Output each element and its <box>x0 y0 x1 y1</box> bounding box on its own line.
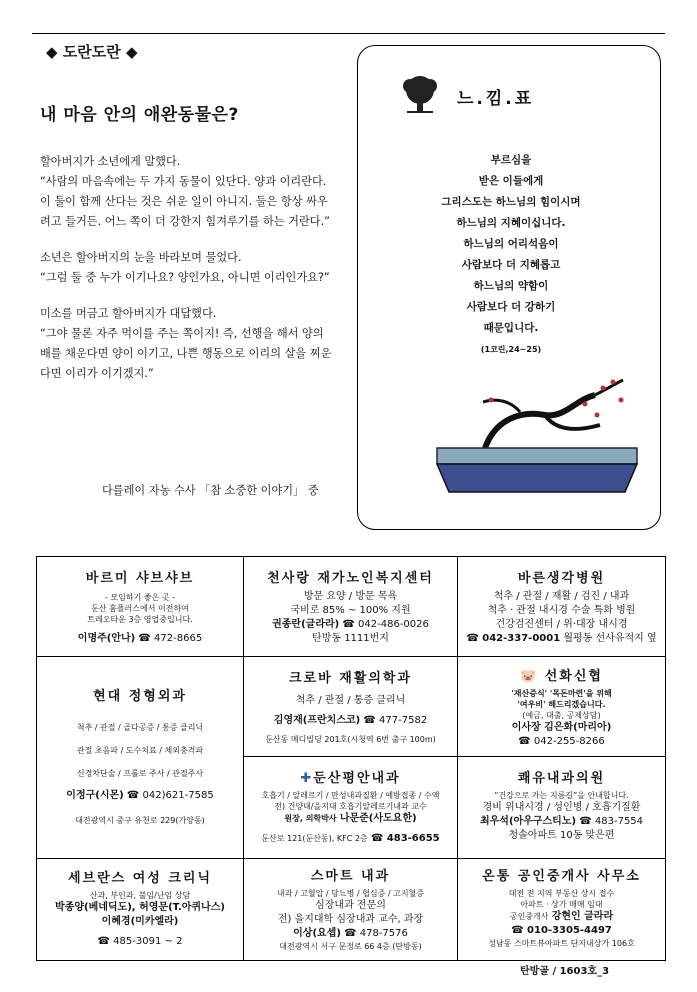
ad-name: 쾌유내과의원 <box>517 771 606 786</box>
ad-owner: 이혜경(미카엘라) <box>101 916 179 927</box>
ad-phone: ☎ 483-7554 <box>579 816 644 827</box>
article-paragraph: 소년은 할아버지의 눈을 바라보며 물었다. “그럼 둘 중 누가 이기나요? 양인가요, 아니면 이리인가요?” <box>40 251 330 284</box>
ad-line: 국비로 85% ~ 100% 지원 <box>290 605 411 616</box>
article-source: 다를레이 자농 수사 「참 소중한 이야기」 중 <box>102 484 319 497</box>
ad-line: 경비 위내시경 / 성인병 / 호흡기질환 <box>482 802 641 813</box>
poem-line: 사람보다 더 강하기 <box>466 301 556 313</box>
ad-name: 세브란스 여성 크리닉 <box>67 871 213 886</box>
poem-line: 사람보다 더 지혜롭고 <box>461 259 561 271</box>
ad-seonhwa <box>458 657 665 757</box>
ad-owner: 김영재(프란치스코) <box>273 715 361 726</box>
ad-dunsan <box>244 757 458 859</box>
ad-owner: 이상(요셉) <box>293 928 341 939</box>
ad-phone: ☎ 042-337-0001 <box>466 633 561 644</box>
ad-phone: ☎ 042-255-8266 <box>518 736 605 747</box>
ad-phone: ☎ 477-7582 <box>363 715 428 726</box>
ad-name: 바르미 샤브샤브 <box>85 571 195 586</box>
ad-line: 트레오타운 3층 영업중입니다. <box>87 615 193 624</box>
feel-poem <box>380 150 642 360</box>
ad-line: 내과 / 고혈압 / 당뇨병 / 협심증 / 고지혈증 <box>276 889 425 898</box>
ad-phone: ☎ 478-7576 <box>344 928 408 939</box>
cross-icon: ✚ <box>300 771 314 786</box>
top-rule <box>32 33 665 34</box>
ad-line: 전) 을지대학 심장내과 교수, 과장 <box>277 914 424 925</box>
poem-line: 받은 이들에게 <box>478 175 544 187</box>
article-body <box>40 152 336 400</box>
poem-line: 때문입니다. <box>483 322 539 334</box>
ad-phone: ☎ 042-486-0026 <box>342 619 429 630</box>
article-paragraph: 미소를 머금고 할아버지가 대답했다. “그야 물론 자주 먹이를 주는 쪽이지! 즉, 선행을 해서 양의 배를 채운다면 양이 이기고, 나쁜 행동으로 이리의 살을 찌운다면 이리가 이기겠지.” <box>40 307 332 380</box>
ad-name: 천사랑 재가노인복지센터 <box>267 571 434 586</box>
ad-line: 척추 / 관절 / 재활 / 검진 / 내과 <box>493 591 630 602</box>
ad-line: 둔산로 121(둔산동), KFC 2층 <box>261 834 368 843</box>
ad-grid <box>36 556 666 961</box>
ad-line: 대전 전 지역 부동산 상시 접수 <box>508 889 615 898</box>
ad-line: 건강검진센터 / 위·대장 내시경 <box>495 619 628 630</box>
poem-line: 하느님의 어리석음이 <box>463 238 559 250</box>
ad-name: 선화신협 <box>544 669 603 684</box>
ad-barumi <box>37 557 244 657</box>
ad-line: 산과, 부인과, 불임/난임 상담 <box>89 891 191 900</box>
ad-line: - 모임하기 좋은 곳 - <box>104 593 176 602</box>
ad-phone: ☎ 472-8665 <box>138 633 203 644</box>
ad-phone: ☎ 485-3091 ~ 2 <box>97 936 183 947</box>
ad-line: 심장내과 전문의 <box>315 900 386 911</box>
pig-icon: 🐷 <box>520 669 539 684</box>
ad-ontong <box>458 859 665 961</box>
ad-line: '재산증식' '목돈마련'을 위해 <box>511 689 612 698</box>
ad-line: 아파트 · 상가 매매 임대 <box>520 900 603 909</box>
ad-line: 전) 건양대/을지대 호흡기알레르기내과 교수 <box>274 802 427 811</box>
section-heading: ◆ 도란도란 ◆ <box>46 43 138 61</box>
ad-line: “건강으로 가는 지름길”을 안내합니다. <box>494 791 629 800</box>
ad-line: 둔산 홈플러스에서 이전하여 <box>91 604 189 613</box>
ad-severance <box>37 859 244 961</box>
poem-line: 하느님의 약함이 <box>473 280 549 292</box>
ad-owner: 나문준(사도요한) <box>339 813 417 824</box>
ad-bareun <box>458 557 665 657</box>
ad-line: 원장, 의학박사 <box>284 814 337 823</box>
ad-line: (예금, 대출, 공제상담) <box>522 711 601 720</box>
ad-name: 바른생각병원 <box>517 571 606 586</box>
ad-line: 성남동 스마트뷰아파트 단지내상가 106호 <box>488 939 635 948</box>
ad-name: 온통 공인중개사 사무소 <box>482 869 641 884</box>
ad-line: 척추 · 관절 내시경 수술 특화 병원 <box>487 605 636 616</box>
ad-owner: 이명주(안나) <box>77 633 136 644</box>
ad-line: 관절 초음파 / 도수치료 / 체외충격파 <box>76 746 204 755</box>
ad-line: 척추 / 관절 / 통증 클리닉 <box>295 695 406 706</box>
ad-name: 스마트 내과 <box>310 869 391 884</box>
ad-owner: 권종란(글라라) <box>272 619 340 630</box>
ad-line: 공인중개사 <box>509 912 549 921</box>
page-footer: 탄방골 / 1603호_3 <box>520 966 610 977</box>
ad-line: 호흡기 / 알레르기 / 만성내과질환 / 예방접종 / 수액 <box>261 791 440 800</box>
ad-smart <box>244 859 458 961</box>
ad-phone: ☎ 042)621-7585 <box>126 790 214 801</box>
ad-name: 현대 정형외과 <box>93 689 187 704</box>
ad-owner: 박종양(베네딕도), 허영문(T.아퀴나스) <box>55 902 225 913</box>
article-title: 내 마음 안의 애완동물은? <box>40 105 239 125</box>
ad-owner: 강현인 글라라 <box>551 911 614 922</box>
poem-line: 부르심을 <box>490 154 532 166</box>
ad-line: 둔산동 메디빌딩 201호(시청역 6번 출구 100m) <box>265 735 436 744</box>
ad-name: 둔산평안내과 <box>313 771 401 786</box>
ad-owner: 이정구(시몬) <box>66 790 124 801</box>
ad-line: 대전광역시 중구 유천로 229(가양동) <box>75 816 205 825</box>
ad-owner: 최우석(아우구스티노) <box>479 816 577 827</box>
ad-line: 신경차단술 / 프롤로 주사 / 관절주사 <box>76 769 204 778</box>
ad-line: '여우비' 해드리겠습니다. <box>517 700 606 709</box>
ad-phone: ☎ 483-6655 <box>370 833 440 844</box>
ad-line: 청솔아파트 10동 맞은편 <box>508 830 615 841</box>
poem-reference: (1코린,24~25) <box>480 345 542 354</box>
ad-line: 대전광역시 서구 문정로 66 4층 (탄방동) <box>279 942 422 951</box>
ad-kwaeyu <box>458 757 665 859</box>
ad-line: 척추 / 관절 / 골다공증 / 통증 클리닉 <box>76 723 204 732</box>
ad-name: 크로바 재활의학과 <box>289 671 412 686</box>
ad-hyundai <box>37 657 244 859</box>
poem-line: 하느님의 지혜이십니다. <box>456 217 566 229</box>
ad-owner: 이사장 김은화(마리아) <box>511 722 612 733</box>
tree-icon <box>397 74 443 116</box>
ad-cheonsarang <box>244 557 458 657</box>
poem-line: 그리스도는 하느님의 힘이시며 <box>441 196 581 208</box>
ad-line: 방문 요양 / 방문 목욕 <box>303 591 398 602</box>
article-paragraph: 할아버지가 소년에게 말했다. “사람의 마음속에는 두 가지 동물이 있단다. 양과 이리란다. 이 둘이 함께 산다는 것은 쉬운 일이 아니지. 둘은 항상 싸우려고 들거든. 어느 쪽이 더 강한지 힘겨루기를 하는 거란다.” <box>40 155 330 228</box>
ad-phone: ☎ 010-3305-4497 <box>511 925 612 936</box>
ad-crova <box>244 657 458 757</box>
ad-line: 월평동 선사유적지 옆 <box>563 633 657 644</box>
ad-line: 탄방동 1111번지 <box>312 633 389 644</box>
bonsai-illustration <box>425 370 647 500</box>
feel-title: 느.낌.표 <box>457 89 535 109</box>
